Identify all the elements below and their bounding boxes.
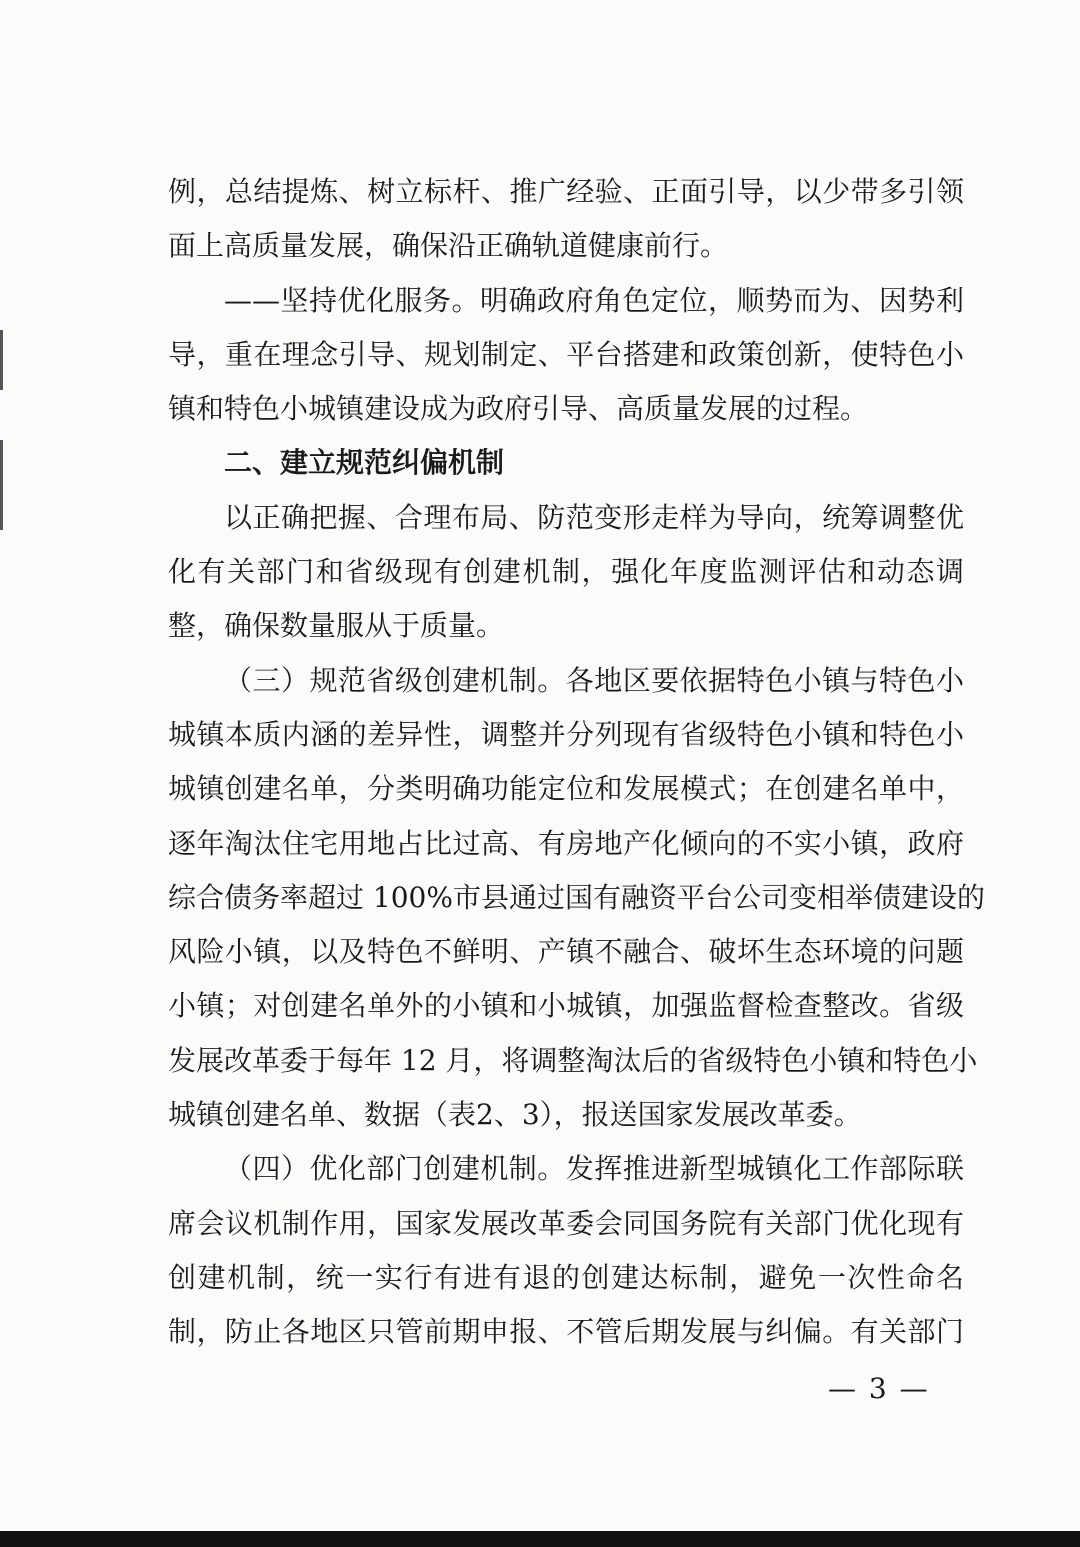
text-line: 综合债务率超过 100%市县通过国有融资平台公司变相举债建设的	[168, 880, 985, 914]
scan-edge-mark	[0, 440, 3, 530]
text-line: （四）优化部门创建机制。发挥推进新型城镇化工作部际联	[224, 1152, 964, 1186]
text-line: 面上高质量发展，确保沿正确轨道健康前行。	[168, 229, 729, 263]
text-line: 以正确把握、合理布局、防范变形走样为导向，统筹调整优	[224, 500, 964, 534]
text-line: 整，确保数量服从于质量。	[168, 609, 505, 643]
section-heading: 二、建立规范纠偏机制	[224, 446, 505, 480]
document-body	[168, 165, 985, 1360]
text-line: 制，防止各地区只管前期申报、不管后期发展与纠偏。有关部门	[168, 1315, 964, 1349]
text-line: 席会议机制作用，国家发展改革委会同国务院有关部门优化现有	[168, 1206, 964, 1240]
text-line: 创建机制，统一实行有进有退的创建达标制，避免一次性命名	[168, 1260, 964, 1294]
text-line: 例，总结提炼、树立标杆、推广经验、正面引导，以少带多引领	[168, 175, 964, 208]
text-line: 化有关部门和省级现有创建机制，强化年度监测评估和动态调	[168, 555, 964, 589]
scan-bottom-border	[0, 1531, 1080, 1547]
text-line: ——坚持优化服务。明确政府角色定位，顺势而为、因势利	[224, 283, 964, 317]
scan-edge-mark	[0, 330, 3, 390]
text-line: 城镇创建名单、数据（表2、3），报送国家发展改革委。	[168, 1098, 862, 1132]
text-line: 小镇；对创建名单外的小镇和小城镇，加强监督检查整改。省级	[168, 989, 964, 1023]
text-line: 风险小镇，以及特色不鲜明、产镇不融合、破坏生态环境的问题	[168, 935, 964, 969]
text-line: 导，重在理念引导、规划制定、平台搭建和政策创新，使特色小	[168, 337, 964, 371]
text-line: 城镇创建名单，分类明确功能定位和发展模式；在创建名单中，	[168, 772, 964, 806]
text-line: 镇和特色小城镇建设成为政府引导、高质量发展的过程。	[168, 392, 869, 426]
text-line: 发展改革委于每年 12 月，将调整淘汰后的省级特色小镇和特色小	[168, 1043, 978, 1077]
text-line: （三）规范省级创建机制。各地区要依据特色小镇与特色小	[224, 663, 964, 697]
text-line: 逐年淘汰住宅用地占比过高、有房地产化倾向的不实小镇，政府	[168, 826, 964, 860]
page-number: — 3 —	[828, 1372, 930, 1405]
text-line: 城镇本质内涵的差异性，调整并分列现有省级特色小镇和特色小	[168, 717, 964, 751]
